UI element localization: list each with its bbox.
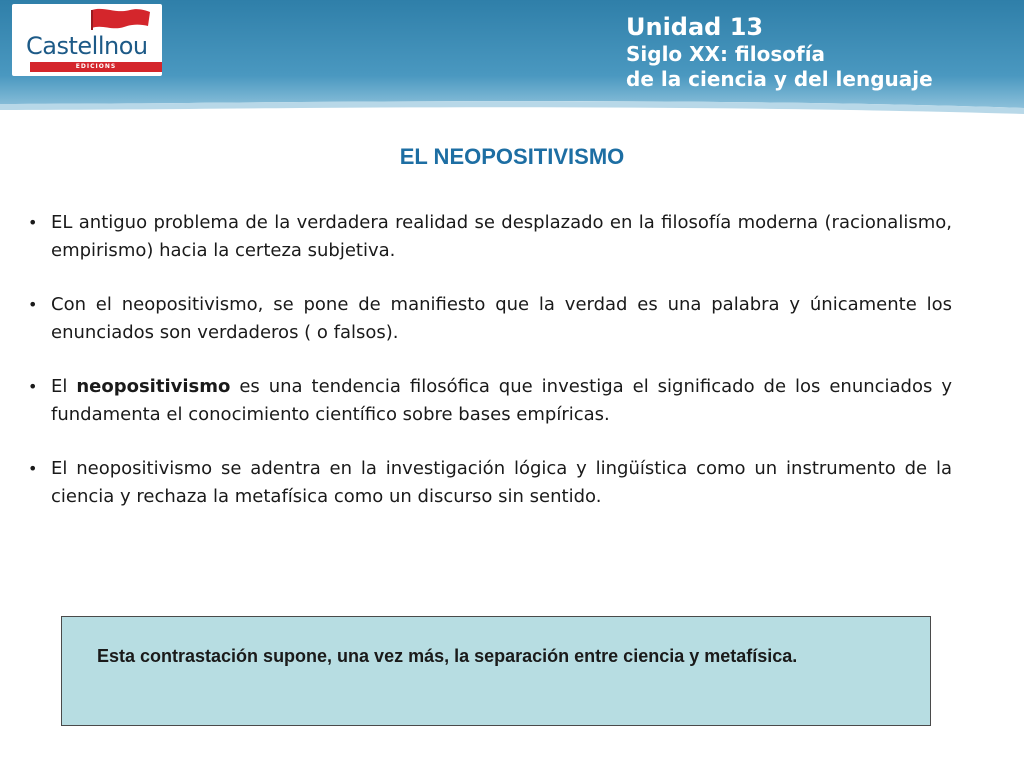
unit-heading [626,12,933,92]
note-box [61,616,931,726]
note-text: Esta contrastación supone, una vez más, la separación entre ciencia y metafísica. [97,646,798,666]
bullet-bold-term: neopositivismo [76,376,231,397]
bullet-item [26,373,952,428]
bullet-item: • EL antiguo problema de la verdadera realidad se desplazado en la filosofía moderna (racionalismo, empirismo) hacia la certeza subjetiva. [26,209,952,264]
slide-title: EL NEOPOSITIVISMO [399,144,625,169]
bullet-list [26,209,952,537]
unit-subtitle-line1: Siglo XX: filosofía [626,42,826,66]
bullet-suffix: es una tendencia filosófica que investiga el significado de los enunciados y fundamenta el conocimiento científico sobre bases empíricas. [51,376,952,425]
unit-number: Unidad 13 [626,13,764,41]
bullet-item: • Con el neopositivismo, se pone de manifiesto que la verdad es una palabra y únicamente los enunciados son verdaderos ( o falsos). [26,291,952,346]
brand-name: Castellnou [26,32,148,60]
bullet-item: • El neopositivismo se adentra en la investigación lógica y lingüística como un instrumento de la ciencia y rechaza la metafísica como un discurso sin sentido. [26,455,952,510]
castellnou-logo [12,4,162,76]
brand-sub: EDICIONS [30,62,162,72]
unit-subtitle-line2: de la ciencia y del lenguaje [626,67,933,91]
bullet-prefix: El [51,376,68,397]
